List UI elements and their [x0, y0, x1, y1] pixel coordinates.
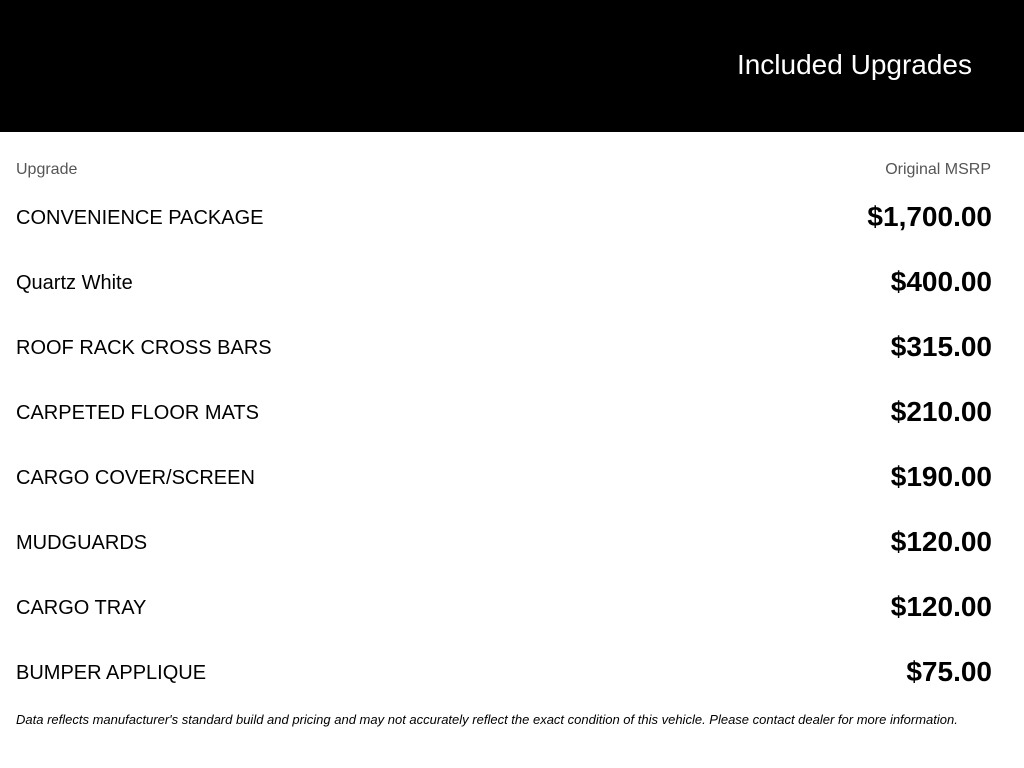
- column-header-original-msrp: Original MSRP: [885, 161, 991, 178]
- header-banner: [0, 0, 1024, 132]
- upgrade-name: MUDGUARDS: [16, 532, 148, 554]
- upgrades-list: [16, 188, 992, 708]
- upgrade-name: CARPETED FLOOR MATS: [16, 402, 259, 424]
- upgrade-price: $190.00: [890, 461, 992, 492]
- upgrade-price: $400.00: [890, 266, 992, 297]
- list-item: [16, 578, 992, 643]
- upgrade-price: $75.00: [906, 656, 992, 687]
- disclaimer-text: Data reflects manufacturer's standard build and pricing and may not accurately reflect the exact condition of this vehicle. Please contact dealer for more information.: [16, 712, 958, 727]
- upgrade-price: $120.00: [890, 526, 992, 557]
- page-title: Included Upgrades: [736, 49, 972, 80]
- list-item: [16, 318, 992, 383]
- upgrade-name: CARGO TRAY: [16, 597, 147, 619]
- list-item: [16, 448, 992, 513]
- upgrade-price: $120.00: [890, 591, 992, 622]
- upgrade-name: BUMPER APPLIQUE: [16, 662, 207, 684]
- list-item: [16, 643, 992, 708]
- upgrade-price: $210.00: [890, 396, 992, 427]
- column-header-upgrade: Upgrade: [16, 161, 78, 178]
- list-item: [16, 513, 992, 578]
- upgrade-name: Quartz White: [16, 272, 133, 294]
- upgrade-price: $315.00: [890, 331, 992, 362]
- list-item: [16, 188, 992, 253]
- list-item: [16, 253, 992, 318]
- upgrade-name: ROOF RACK CROSS BARS: [16, 337, 272, 359]
- upgrade-price: $1,700.00: [867, 201, 992, 232]
- upgrade-name: CARGO COVER/SCREEN: [16, 467, 255, 489]
- upgrade-name: CONVENIENCE PACKAGE: [16, 207, 264, 229]
- list-item: [16, 383, 992, 448]
